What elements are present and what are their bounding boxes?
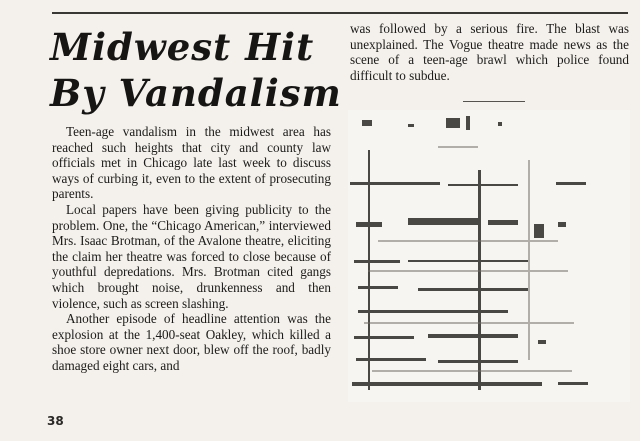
headline-line-1: Midwest Hit (50, 25, 315, 69)
section-divider (463, 101, 525, 102)
paragraph-3: Another episode of headline attention was the explosion at the 1,400-seat Oakley, which killed a shoe store owner next door, blew off the roof, badly damaged eight cars, and (52, 311, 331, 373)
paragraph-1: Teen-age vandalism in the midwest area has reached such heights that city and county law officials met in Chicago late last week to discuss ways of curbing it, even to the extent of prosecuting parents. (52, 124, 331, 202)
continuation-paragraph: was followed by a serious fire. The blast was unexplained. The Vogue theatre made news as the scene of a teen-age brawl which police found difficult to subdue. (350, 21, 629, 83)
headline (50, 24, 342, 116)
article-column-left (52, 124, 331, 374)
photo-graphic (348, 110, 630, 402)
page-number: 38 (47, 414, 64, 428)
faded-photo (348, 110, 630, 402)
article-column-right (350, 21, 629, 83)
headline-line-2: By Vandalism (50, 71, 342, 115)
top-rule (52, 12, 628, 14)
paragraph-2: Local papers have been giving publicity to the problem. One, the “Chicago American,” interviewed Mrs. Isaac Brotman, of the Avalone theatre, eliciting the claim her theatre was forced to close because of youthful depredations. Mrs. Brotman cited gangs which brought noise, drunkenness and then violence, such as screen slashing. (52, 201, 331, 311)
